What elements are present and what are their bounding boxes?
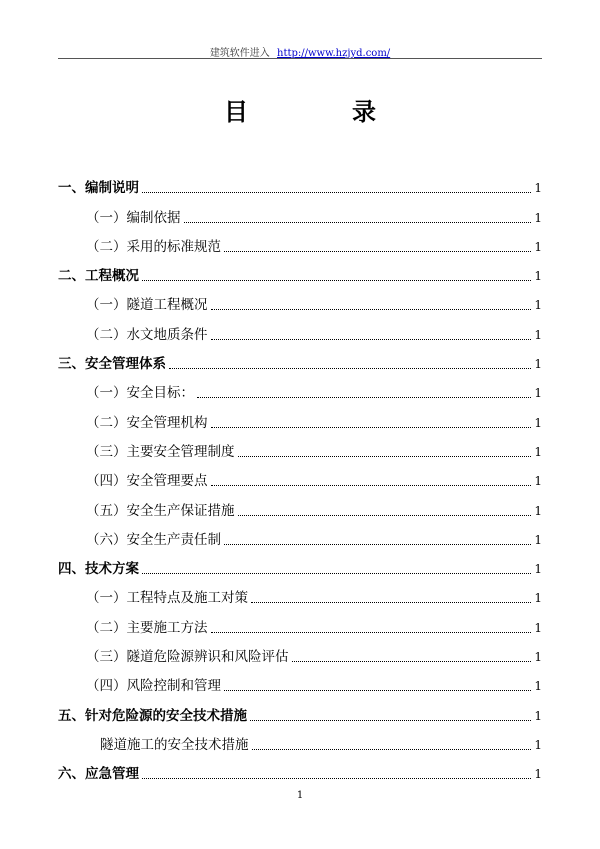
toc-entry[interactable] <box>58 666 542 695</box>
toc-leader-dots <box>211 484 532 486</box>
toc-entry[interactable] <box>58 490 542 519</box>
toc-leader-dots <box>142 191 531 193</box>
toc-entry-page: 1 <box>534 269 542 284</box>
toc-entry-text: 隧道施工的安全技术措施 <box>100 736 249 753</box>
toc-entry-page: 1 <box>534 708 542 723</box>
toc-entry-text: （一）编制依据 <box>86 209 181 226</box>
toc-entry-text: 三、安全管理体系 <box>58 356 166 373</box>
toc-entry-page: 1 <box>534 737 542 752</box>
page-header <box>0 44 600 59</box>
toc-entry[interactable] <box>58 549 542 578</box>
toc-entry-page: 1 <box>534 620 542 635</box>
toc-entry-page: 1 <box>534 562 542 577</box>
toc-entry[interactable] <box>58 285 542 314</box>
toc-leader-dots <box>238 514 532 516</box>
toc-entry[interactable] <box>58 695 542 724</box>
toc-leader-dots <box>211 426 532 428</box>
toc-entry-page: 1 <box>534 181 542 196</box>
toc-leader-dots <box>224 543 531 545</box>
toc-entry-page: 1 <box>534 503 542 518</box>
toc-entry[interactable] <box>58 754 542 783</box>
toc-entry-page: 1 <box>534 327 542 342</box>
page-number: 1 <box>296 790 304 801</box>
toc-entry-page: 1 <box>534 532 542 547</box>
toc-entry[interactable] <box>58 402 542 431</box>
toc-entry-page: 1 <box>534 650 542 665</box>
toc-entry-text: （二）采用的标准规范 <box>86 238 221 255</box>
toc-leader-dots <box>251 601 531 603</box>
toc-entry-page: 1 <box>534 767 542 782</box>
toc-entry[interactable] <box>58 227 542 256</box>
toc-entry-page: 1 <box>534 444 542 459</box>
header-label: 建筑软件进入 <box>209 48 270 59</box>
toc-entry-text: （三）主要安全管理制度 <box>86 443 235 460</box>
toc-entry[interactable] <box>58 578 542 607</box>
toc-entry[interactable] <box>58 432 542 461</box>
toc-entry[interactable] <box>58 314 542 343</box>
toc-entry-page: 1 <box>534 210 542 225</box>
toc-entry-text: （一）隧道工程概况 <box>86 297 208 314</box>
toc-entry[interactable] <box>58 725 542 754</box>
toc-leader-dots <box>169 367 531 369</box>
toc-entry-text: （三）隧道危险源辨识和风险评估 <box>86 649 289 666</box>
toc-entry[interactable] <box>58 520 542 549</box>
toc-leader-dots <box>211 631 532 633</box>
toc-leader-dots <box>292 660 532 662</box>
table-of-contents <box>58 168 542 783</box>
toc-leader-dots <box>224 689 531 691</box>
toc-leader-dots <box>197 396 531 398</box>
header-link[interactable]: http://www.hzjyd.com/ <box>277 48 391 59</box>
toc-entry-page: 1 <box>534 415 542 430</box>
toc-entry-text: （二）安全管理机构 <box>86 414 208 431</box>
toc-entry-text: （四）风险控制和管理 <box>86 678 221 695</box>
toc-title: 目 录 <box>224 98 416 126</box>
toc-leader-dots <box>211 338 532 340</box>
toc-entry-text: （四）安全管理要点 <box>86 473 208 490</box>
header-divider <box>58 58 542 59</box>
toc-entry[interactable] <box>58 637 542 666</box>
toc-entry[interactable] <box>58 256 542 285</box>
toc-leader-dots <box>142 777 531 779</box>
toc-leader-dots <box>142 279 531 281</box>
toc-entry-page: 1 <box>534 298 542 313</box>
toc-entry-text: 六、应急管理 <box>58 766 139 783</box>
toc-leader-dots <box>238 455 532 457</box>
toc-entry-page: 1 <box>534 239 542 254</box>
toc-leader-dots <box>252 748 532 750</box>
toc-entry-text: 二、工程概况 <box>58 268 139 285</box>
toc-entry[interactable] <box>58 607 542 636</box>
toc-entry-page: 1 <box>534 357 542 372</box>
toc-entry-text: （六）安全生产责任制 <box>86 531 221 548</box>
toc-leader-dots <box>142 572 531 574</box>
toc-entry-text: 四、技术方案 <box>58 561 139 578</box>
toc-entry-text: 五、针对危险源的安全技术措施 <box>58 707 247 724</box>
toc-entry-page: 1 <box>534 386 542 401</box>
toc-leader-dots <box>211 308 532 310</box>
toc-entry[interactable] <box>58 373 542 402</box>
toc-leader-dots <box>250 719 531 721</box>
toc-entry-text: （一）工程特点及施工对策 <box>86 590 248 607</box>
toc-entry[interactable] <box>58 197 542 226</box>
toc-leader-dots <box>184 221 532 223</box>
toc-leader-dots <box>224 250 531 252</box>
toc-entry-text: 一、编制说明 <box>58 180 139 197</box>
toc-entry-page: 1 <box>534 679 542 694</box>
toc-entry[interactable] <box>58 344 542 373</box>
toc-entry[interactable] <box>58 168 542 197</box>
toc-entry-page: 1 <box>534 474 542 489</box>
toc-entry-page: 1 <box>534 591 542 606</box>
toc-entry-text: （五）安全生产保证措施 <box>86 502 235 519</box>
toc-entry-text: （一）安全目标： <box>86 385 194 402</box>
toc-entry[interactable] <box>58 461 542 490</box>
toc-entry-text: （二）水文地质条件 <box>86 326 208 343</box>
toc-entry-text: （二）主要施工方法 <box>86 619 208 636</box>
